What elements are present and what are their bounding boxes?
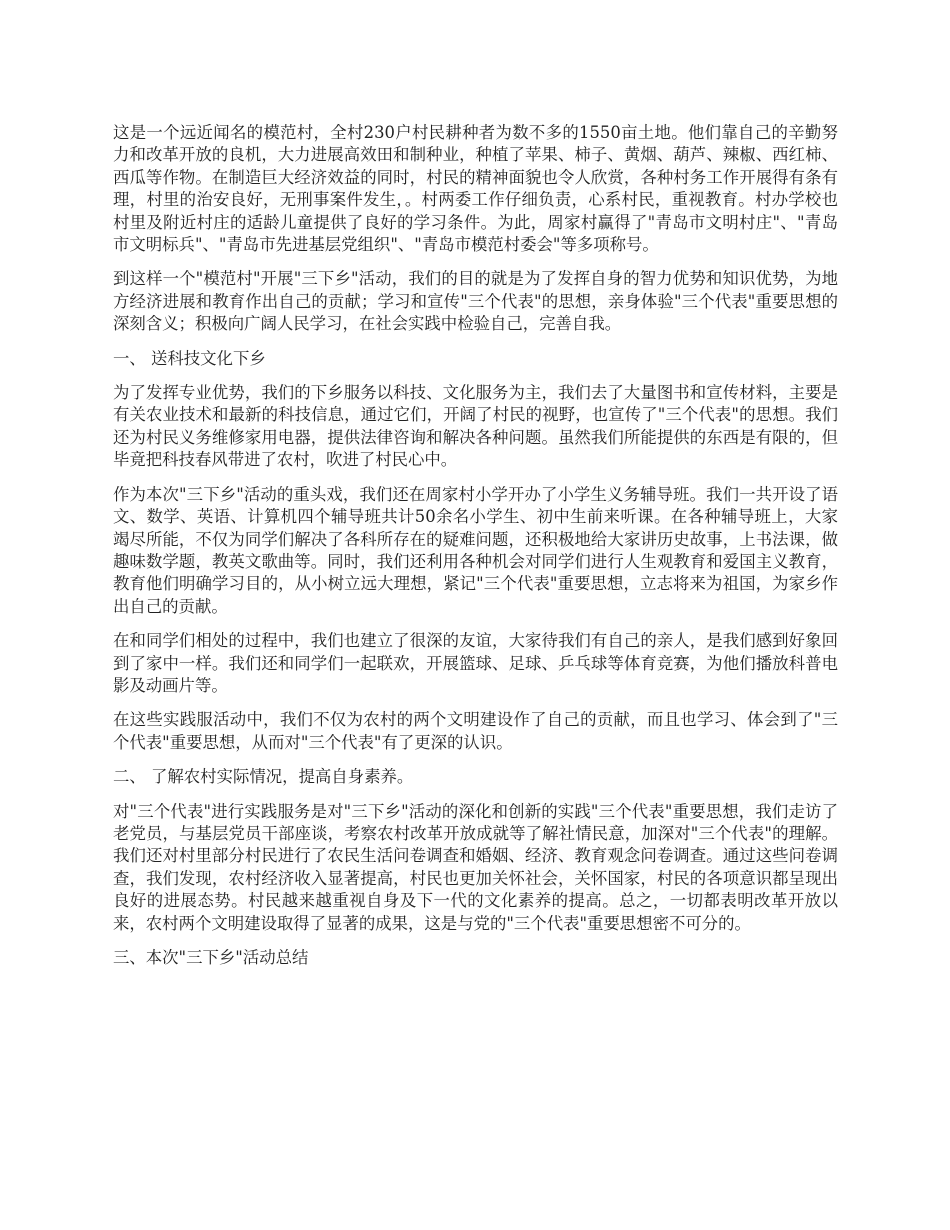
paragraph-survey: 对"三个代表"进行实践服务是对"三下乡"活动的深化和创新的实践"三个代表"重要思想，我们走访了老党员，与基层党员干部座谈，考察农村改革开放成就等了解社情民意，加深对"三个代表"的理解。我们还对村里部分村民进行了农民生活问卷调查和婚姻、经济、教育观念问卷调查。通过这些问卷调查，我们发现，农村经济收入显著提高，村民也更加关怀社会，关怀国家，村民的各项意识都呈现出良好的进展态势。村民越来越重视自身及下一代的文化素养的提高。总之，一切都表明改革开放以来，农村两个文明建设取得了显著的成果，这是与党的"三个代表"重要思想密不可分的。 bbox=[113, 801, 838, 933]
paragraph-tech-service: 为了发挥专业优势，我们的下乡服务以科技、文化服务为主，我们去了大量图书和宣传材料，主要是有关农业技术和最新的科技信息，通过它们，开阔了村民的视野，也宣传了"三个代表"的思想。我们还为村民义务维修家用电器，提供法律咨询和解决各种问题。虽然我们所能提供的东西是有限的，但毕竟把科技春风带进了农村，吹进了村民心中。 bbox=[113, 383, 838, 470]
section-heading-3: 三、本次"三下乡"活动总结 bbox=[113, 948, 309, 967]
section-heading-2: 二、 了解农村实际情况，提高自身素养。 bbox=[113, 767, 414, 787]
paragraph-tutoring: 作为本次"三下乡"活动的重头戏，我们还在周家村小学开办了小学生义务辅导班。我们一共开设了语文、数学、英语、计算机四个辅导班共计50余名小学生、初中生前来听课。在各种辅导班上，大家竭尽所能，不仅为同学们解决了各科所存在的疑难问题，还积极地给大家讲历史故事，上书法课，做趣味数学题，教英文歌曲等。同时，我们还利用各种机会对同学们进行人生观教育和爱国主义教育，教育他们明确学习目的，从小树立远大理想，紧记"三个代表"重要思想，立志将来为祖国，为家乡作出自己的贡献。 bbox=[113, 484, 838, 616]
paragraph-activity-purpose: 到这样一个"模范村"开展"三下乡"活动，我们的目的就是为了发挥自身的智力优势和知识优势，为地方经济进展和教育作出自己的贡献；学习和宣传"三个代表"的思想，亲身体验"三个代表"重要思想的深刻含义；积极向广阔人民学习，在社会实践中检验自己，完善自我。 bbox=[113, 269, 838, 334]
paragraph-village-intro: 这是一个远近闻名的模范村，全村230户村民耕种者为数不多的1550亩土地。他们靠自己的辛勤努力和改革开放的良机，大力进展高效田和制种业，种植了苹果、柿子、黄烟、葫芦、辣椒、西红柿、西瓜等作物。在制造巨大经济效益的同时，村民的精神面貌也令人欣赏，各种村务工作开展得有条有理，村里的治安良好，无刑事案件发生，。村两委工作仔细负责，心系村民，重视教育。村办学校也村里及附近村庄的适龄儿童提供了良好的学习条件。为此，周家村赢得了"青岛市文明村庄"、"青岛市文明标兵"、"青岛市先进基层党组织"、"青岛市模范村委会"等多项称号。 bbox=[113, 123, 838, 255]
paragraph-reflection: 在这些实践服活动中，我们不仅为农村的两个文明建设作了自己的贡献，而且也学习、体会到了"三个代表"重要思想，从而对"三个代表"有了更深的认识。 bbox=[113, 710, 838, 752]
section-heading-1: 一、 送科技文化下乡 bbox=[113, 348, 266, 368]
paragraph-friendship: 在和同学们相处的过程中，我们也建立了很深的友谊，大家待我们有自己的亲人，是我们感到好象回到了家中一样。我们还和同学们一起联欢，开展篮球、足球、乒乓球等体育竞赛，为他们播放科普电影及动画片等。 bbox=[113, 631, 838, 695]
